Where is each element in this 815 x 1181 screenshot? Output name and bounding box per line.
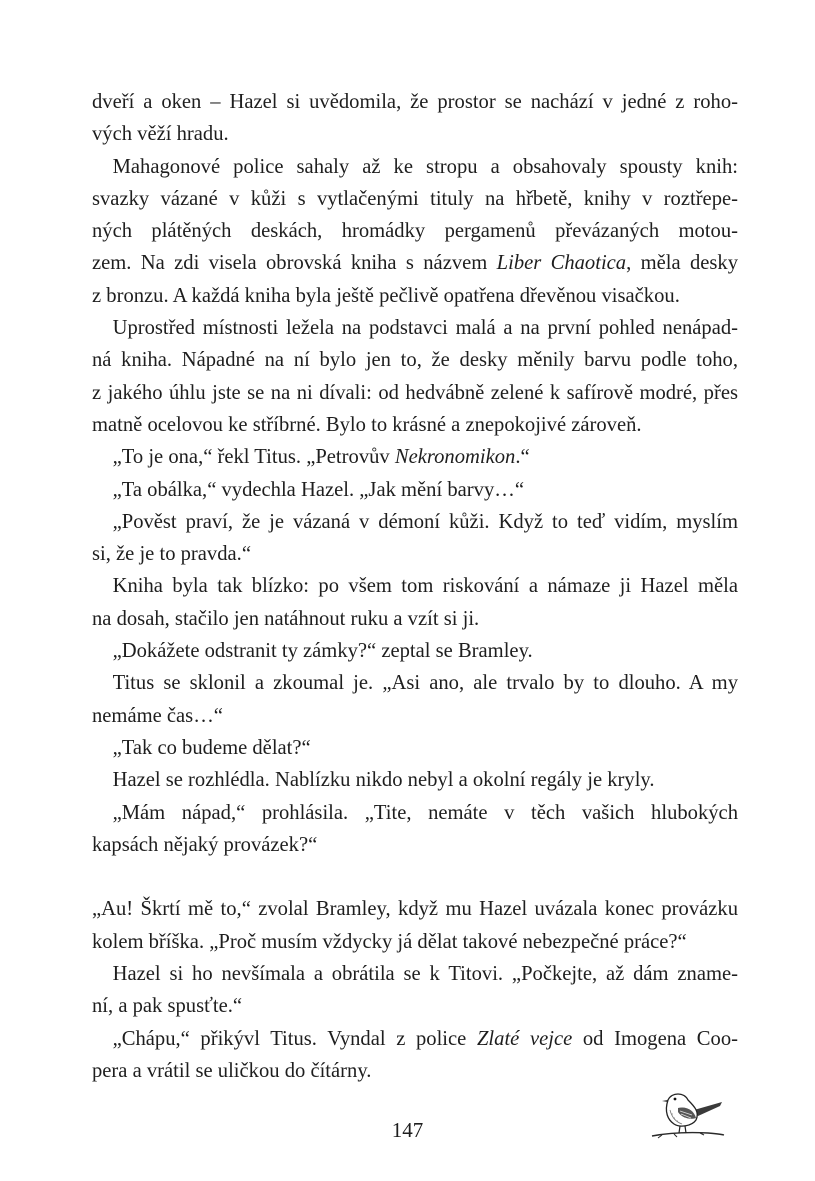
text-fragment: od Imogena Coo-: [572, 1027, 738, 1050]
text-line: „Au! Škrtí mě to,“ zvolal Bramley, když mu Hazel uvázala konec provázku: [92, 898, 738, 921]
text-line: Hazel se rozhlédla. Nablízku nikdo nebyl a okolní regály je kryly.: [112, 769, 655, 792]
text-fragment: „To je ona,“ řekl Titus. „Petrovův: [112, 446, 395, 469]
text-line-with-title: [92, 247, 738, 279]
text-line-with-title: [92, 1023, 738, 1055]
text-line: kolem bříška. „Proč musím vždycky já dělat takové nebezpečné práce?“: [92, 930, 687, 953]
paragraph-4: [92, 441, 738, 473]
text-line: nemáme čas…“: [92, 704, 223, 727]
text-line: na dosah, stačilo jen natáhnout ruku a vzít si ji.: [92, 607, 480, 630]
page-number: 147: [391, 1118, 424, 1142]
paragraph-15: [92, 1023, 738, 1088]
text-line: ní, a pak spusťte.“: [92, 995, 243, 1018]
paragraph-6: [92, 506, 738, 571]
text-line: „Dokážete odstranit ty zámky?“ zeptal se Bramley.: [112, 640, 533, 663]
text-line: Kniha byla tak blízko: po všem tom riskování a námaze ji Hazel měla: [112, 575, 738, 598]
text-line: „Pověst praví, že je vázaná v démoní kůži. Když to teď vidím, myslím: [112, 510, 738, 533]
book-title-nekronomikon: Nekronomikon: [394, 446, 516, 469]
text-line: „Ta obálka,“ vydechla Hazel. „Jak mění barvy…“: [112, 478, 524, 501]
bird-icon: [650, 1086, 726, 1146]
text-line: Mahagonové police sahaly až ke stropu a obsahovaly spousty knih:: [112, 155, 738, 178]
text-line: pera a vrátil se uličkou do čítárny.: [92, 1059, 372, 1082]
text-line: „Mám nápad,“ prohlásila. „Tite, nemáte v těch vašich hlubokých: [112, 801, 738, 824]
paragraph-5: [92, 474, 738, 506]
body-text: [92, 86, 738, 1087]
text-fragment: zem. Na zdi visela obrovská kniha s názvem: [92, 252, 497, 275]
paragraph-14: [92, 958, 738, 1023]
text-line: Titus se sklonil a zkoumal je. „Asi ano, ale trvalo by to dlouho. A my: [112, 672, 738, 695]
text-line: dveří a oken – Hazel si uvědomila, že prostor se nachází v jedné z roho-: [92, 91, 738, 113]
text-line: matně ocelovou ke stříbrné. Bylo to krásné a znepokojivé zároveň.: [92, 413, 642, 436]
text-fragment: „Chápu,“ přikývl Titus. Vyndal z police: [112, 1027, 477, 1050]
paragraph-1: [92, 86, 738, 151]
text-line: kapsách nějaký provázek?“: [92, 833, 318, 856]
book-title-liber-chaotica: Liber Chaotica: [496, 252, 627, 275]
text-line: Uprostřed místnosti ležela na podstavci malá a na první pohled nenápad-: [112, 317, 738, 340]
text-line: z bronzu. A každá kniha byla ještě pečlivě opatřena dřevěnou visačkou.: [92, 284, 680, 307]
text-line: vých věží hradu.: [92, 123, 229, 146]
paragraph-8: [92, 635, 738, 667]
paragraph-9: [92, 667, 738, 732]
text-fragment: , měla desky: [626, 252, 738, 275]
text-fragment: .“: [515, 446, 530, 469]
book-title-zlate-vejce: Zlaté vejce: [476, 1027, 573, 1050]
paragraph-13: [92, 893, 738, 958]
paragraph-10: [92, 732, 738, 764]
text-line: „Tak co budeme dělat?“: [112, 736, 311, 759]
paragraph-11: [92, 764, 738, 796]
paragraph-3: [92, 312, 738, 441]
text-line: si, že je to pravda.“: [92, 543, 251, 566]
paragraph-2: [92, 151, 738, 312]
text-line: svazky vázané v kůži s vytlačenými tituly na hřbetě, knihy v roztřepe-: [92, 187, 738, 210]
paragraph-12: [92, 797, 738, 862]
paragraph-7: [92, 570, 738, 635]
text-line: z jakého úhlu jste se na ni dívali: od hedvábně zelené k safírově modré, přes: [92, 381, 738, 404]
text-line: ných plátěných deskách, hromádky pergamenů převázaných motou-: [92, 220, 738, 243]
text-line: ná kniha. Nápadné na ní bylo jen to, že desky měnily barvu podle toho,: [92, 349, 738, 372]
text-line: Hazel si ho nevšímala a obrátila se k Titovi. „Počkejte, až dám zname-: [112, 963, 738, 986]
